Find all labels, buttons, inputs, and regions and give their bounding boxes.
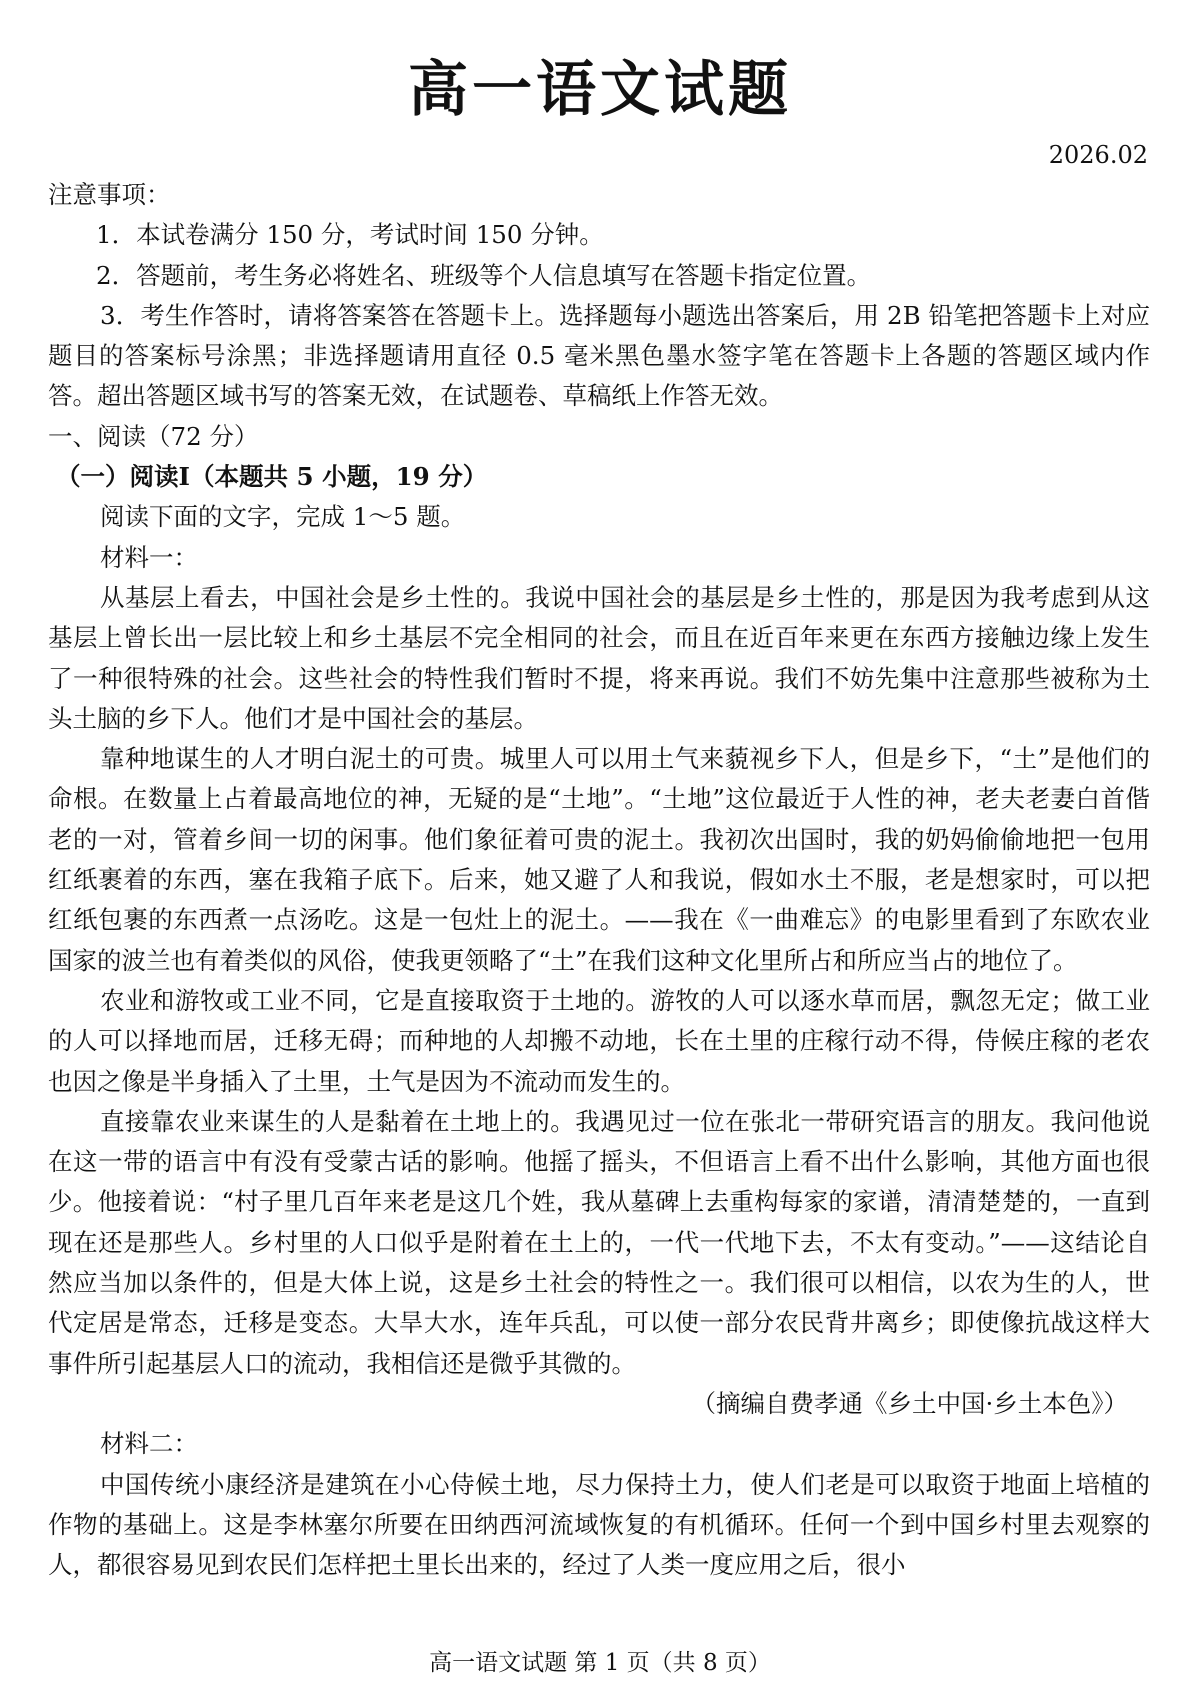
page-title: 高一语文试题: [408, 55, 792, 125]
material1-paragraph: 直接靠农业来谋生的人是黏着在土地上的。我遇见过一位在张北一带研究语言的朋友。我问他说在这一带的语言中有没有受蒙古话的影响。他摇了摇头，不但语言上看不出什么影响，其他方面也很少。他接着说：“村子里几百年来老是这几个姓，我从墓碑上去重构每家的家谱，清清楚楚的，一直到现在还是那些人。乡村里的人口似乎是附着在土上的，一代一代地下去，不太有变动。”——这结论自然应当加以条件的，但是大体上说，这是乡土社会的特性之一。我们很可以相信，以农为生的人，世代定居是常态，迁移是变态。大旱大水，连年兵乱，可以使一部分农民背井离乡；即使像抗战这样大事件所引起基层人口的流动，我相信还是微乎其微的。: [48, 1106, 1150, 1378]
material1-source: （摘编自费孝通《乡土中国·乡土本色》）: [691, 1388, 1128, 1418]
material1-paragraph: 从基层上看去，中国社会是乡土性的。我说中国社会的基层是乡土性的，那是因为我考虑到从这基层上曾长出一层比较上和乡土基层不完全相同的社会，而且在近百年来更在东西方接触边缘上发生了一种很特殊的社会。这些社会的特性我们暂时不提，将来再说。我们不妨先集中注意那些被称为土头土脑的乡下人。他们才是中国社会的基层。: [48, 582, 1150, 733]
material2-paragraph: 中国传统小康经济是建筑在小心侍候土地，尽力保持土力，使人们老是可以取资于地面上培植的作物的基础上。这是李林塞尔所要在田纳西河流域恢复的有机循环。任何一个到中国乡村里去观察的人，都很容易见到农民们怎样把土里长出来的，经过了人类一度应用之后，很小: [48, 1469, 1150, 1580]
material1-label: 材料一：: [100, 542, 198, 572]
subsection-heading-text: （一）阅读I（本题共 5 小题，19 分）: [56, 462, 488, 492]
page-footer: 高一语文试题 第 1 页（共 8 页）: [429, 1650, 771, 1676]
exam-date: 2026.02: [1048, 141, 1148, 169]
subsection-heading: [48, 457, 1150, 497]
material2-label: 材料二：: [100, 1429, 198, 1459]
section-heading: 一、阅读（72 分）: [48, 421, 259, 451]
reading-instruction: 阅读下面的文字，完成 1～5 题。: [100, 502, 466, 532]
note-item-1: 1．本试卷满分 150 分，考试时间 150 分钟。: [96, 220, 604, 250]
note-item-3: 3．考生作答时，请将答案答在答题卡上。选择题每小题选出答案后，用 2B 铅笔把答题卡上对应题目的答案标号涂黑；非选择题请用直径 0.5 毫米黑色墨水签字笔在答题卡上各题的答题区域内作答。超出答题区域书写的答案无效，在试题卷、草稿纸上作答无效。: [48, 300, 1150, 411]
exam-content: [48, 175, 1150, 1585]
notes-heading: 注意事项：: [48, 180, 171, 209]
material1-paragraph: 靠种地谋生的人才明白泥土的可贵。城里人可以用土气来藐视乡下人，但是乡下，“土”是他们的命根。在数量上占着最高地位的神，无疑的是“土地”。“土地”这位最近于人性的神，老夫老妻白首偕老的一对，管着乡间一切的闲事。他们象征着可贵的泥土。我初次出国时，我的奶妈偷偷地把一包用红纸裹着的东西，塞在我箱子底下。后来，她又避了人和我说，假如水土不服，老是想家时，可以把红纸包裹的东西煮一点汤吃。这是一包灶上的泥土。——我在《一曲难忘》的电影里看到了东欧农业国家的波兰也有着类似的风俗，使我更领略了“土”在我们这种文化里所占和所应当占的地位了。: [48, 744, 1150, 975]
note-item-2: 2．答题前，考生务必将姓名、班级等个人信息填写在答题卡指定位置。: [96, 260, 872, 290]
material1-paragraph: 农业和游牧或工业不同，它是直接取资于土地的。游牧的人可以逐水草而居，飘忽无定；做工业的人可以择地而居，迁移无碍；而种地的人却搬不动地，长在土里的庄稼行动不得，侍候庄稼的老农也因之像是半身插入了土里，土气是因为不流动而发生的。: [48, 985, 1150, 1096]
